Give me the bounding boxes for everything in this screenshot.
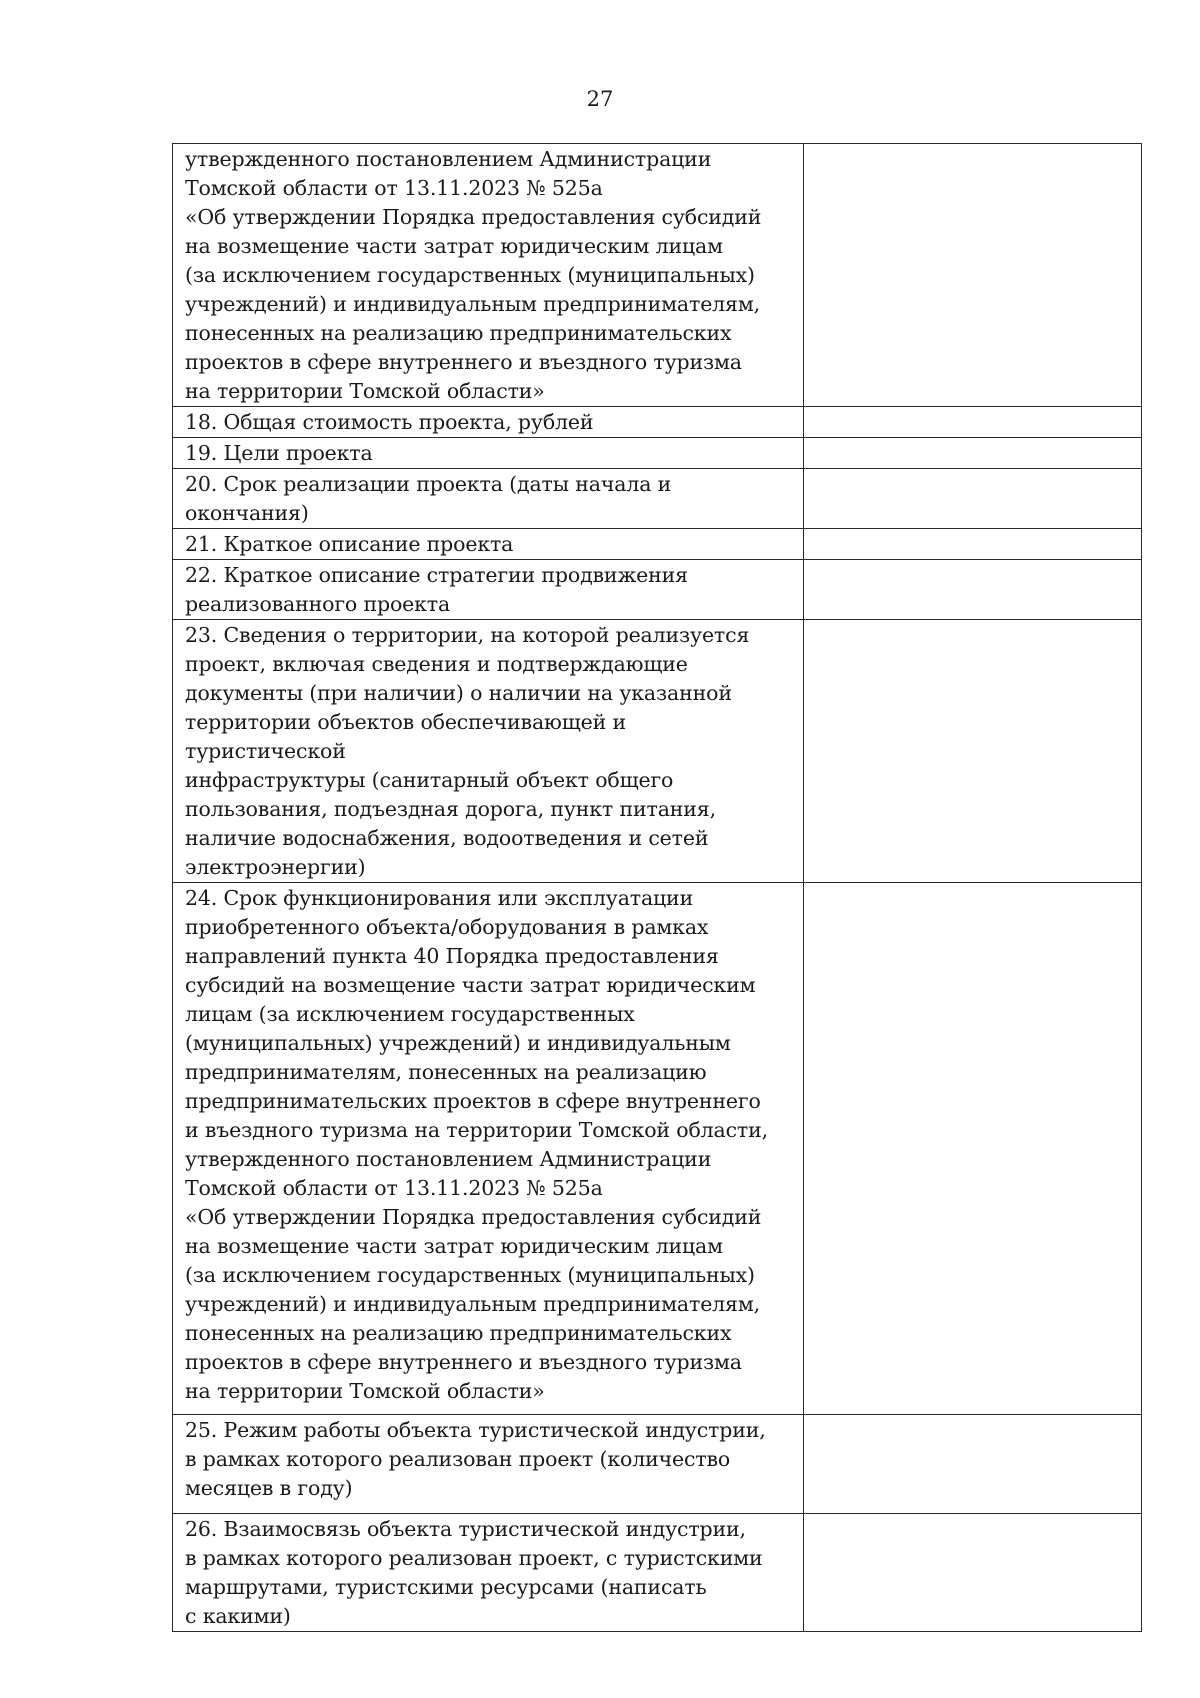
table-row bbox=[173, 529, 1142, 560]
row-value-cell[interactable] bbox=[804, 1514, 1142, 1632]
row-label-cell bbox=[173, 1415, 804, 1514]
table-row bbox=[173, 1415, 1142, 1514]
row-label-cell bbox=[173, 883, 804, 1415]
page-number: 27 bbox=[586, 87, 614, 111]
row-value-cell[interactable] bbox=[804, 560, 1142, 620]
table-row bbox=[173, 620, 1142, 883]
row-label: 18. Общая стоимость проекта, рублей bbox=[185, 410, 594, 434]
table-row bbox=[173, 438, 1142, 469]
row-label: 19. Цели проекта bbox=[185, 441, 373, 465]
table-row bbox=[173, 144, 1142, 407]
table-row bbox=[173, 1514, 1142, 1632]
row-value-cell[interactable] bbox=[804, 620, 1142, 883]
row-label-cell bbox=[173, 438, 804, 469]
row-label: 25. Режим работы объекта туристической индустрии, в рамках которого реализован проект (количество месяцев в году) bbox=[185, 1418, 766, 1500]
row-label-cell bbox=[173, 407, 804, 438]
row-value-cell[interactable] bbox=[804, 883, 1142, 1415]
row-value-cell[interactable] bbox=[804, 407, 1142, 438]
row-label: 20. Срок реализации проекта (даты начала и окончания) bbox=[185, 472, 672, 525]
row-label: 21. Краткое описание проекта bbox=[185, 532, 514, 556]
table-row bbox=[173, 407, 1142, 438]
row-label-cell bbox=[173, 620, 804, 883]
row-label: 23. Сведения о территории, на которой реализуется проект, включая сведения и подтверждающие документы (при наличии) о наличии на указанной территории объектов обеспечивающей и туристической инфраструктуры (санитарный объект общего пользования, подъездная дорога, пункт питания, наличие водоснабжения, водоотведения и сетей электроэнергии) bbox=[185, 623, 750, 879]
row-value-cell[interactable] bbox=[804, 144, 1142, 407]
row-value-cell[interactable] bbox=[804, 438, 1142, 469]
project-info-table bbox=[172, 143, 1142, 1632]
table-row bbox=[173, 469, 1142, 529]
row-label-cell bbox=[173, 560, 804, 620]
row-label: 26. Взаимосвязь объекта туристической индустрии, в рамках которого реализован проект, с туристскими маршрутами, туристскими ресурсами (написать с какими) bbox=[185, 1517, 763, 1628]
table-row bbox=[173, 883, 1142, 1415]
row-label: 24. Срок функционирования или эксплуатации приобретенного объекта/оборудования в рамках направлений пункта 40 Порядка предоставления субсидий на возмещение части затрат юридическим лицам (за исключением государственных (муниципальных) учреждений) и индивидуальным предпринимателям, понесенных на реализацию предпринимательских проектов в сфере внутреннего и въездного туризма на территории Томской области, утвержденного постановлением Администрации Томской области от 13.11.2023 № 525а «Об утверждении Порядка предоставления субсидий на возмещение части затрат юридическим лицам (за исключением государственных (муниципальных) учреждений) и индивидуальным предпринимателям, понесенных на реализацию предпринимательских проектов в сфере внутреннего и въездного туризма на территории Томской области» bbox=[185, 886, 768, 1403]
row-label: утвержденного постановлением Администрации Томской области от 13.11.2023 № 525а «Об утверждении Порядка предоставления субсидий на возмещение части затрат юридическим лицам (за исключением государственных (муниципальных) учреждений) и индивидуальным предпринимателям, понесенных на реализацию предпринимательских проектов в сфере внутреннего и въездного туризма на территории Томской области» bbox=[185, 147, 762, 403]
row-label-cell bbox=[173, 144, 804, 407]
row-label-cell bbox=[173, 1514, 804, 1632]
row-label-cell bbox=[173, 469, 804, 529]
table-row bbox=[173, 560, 1142, 620]
row-value-cell[interactable] bbox=[804, 1415, 1142, 1514]
row-label: 22. Краткое описание стратегии продвижения реализованного проекта bbox=[185, 563, 688, 616]
row-label-cell bbox=[173, 529, 804, 560]
row-value-cell[interactable] bbox=[804, 469, 1142, 529]
row-value-cell[interactable] bbox=[804, 529, 1142, 560]
